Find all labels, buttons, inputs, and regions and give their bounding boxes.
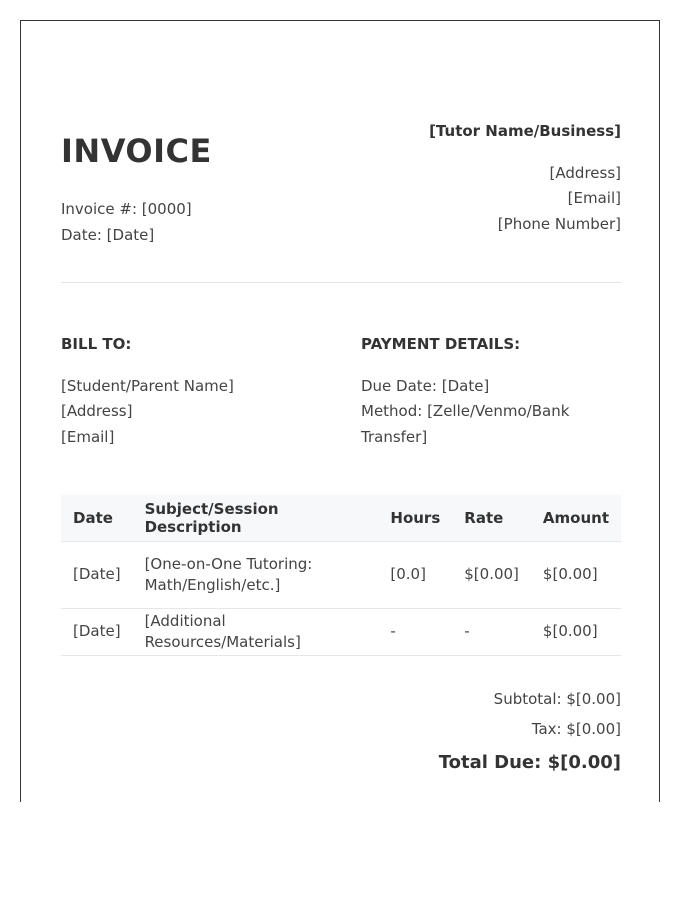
header-description: Subject/Session Description — [133, 495, 379, 541]
header-rate: Rate — [452, 495, 531, 541]
payment-due-date: Due Date: [Date] — [361, 377, 490, 395]
row-amount: $[0.00] — [531, 541, 621, 608]
table-row — [61, 541, 621, 608]
tutor-name: [Tutor Name/Business] — [429, 122, 621, 140]
invoice-title: INVOICE — [61, 132, 212, 170]
invoice-number: Invoice #: [0000] — [61, 200, 192, 218]
table-row — [61, 608, 621, 655]
total-due: Total Due: $[0.00] — [438, 752, 621, 773]
tutor-phone: [Phone Number] — [497, 215, 621, 233]
row-date: [Date] — [61, 541, 133, 608]
payment-heading: PAYMENT DETAILS: — [361, 335, 521, 353]
header-hours: Hours — [378, 495, 452, 541]
row-description-line: Math/English/etc.] — [144, 575, 281, 594]
tutor-email: [Email] — [567, 189, 621, 207]
payment-method-cont: Transfer] — [361, 428, 428, 446]
bill-to-name: [Student/Parent Name] — [61, 377, 234, 395]
bill-to-email: [Email] — [61, 428, 115, 446]
invoice-date: Date: [Date] — [61, 226, 155, 244]
payment-method: Method: [Zelle/Venmo/Bank — [361, 402, 570, 420]
row-description — [133, 541, 379, 608]
tutor-address: [Address] — [549, 164, 621, 182]
row-hours: - — [378, 608, 452, 655]
tax: Tax: $[0.00] — [531, 720, 621, 738]
row-rate: - — [452, 608, 531, 655]
bill-to-heading: BILL TO: — [61, 335, 132, 353]
row-rate: $[0.00] — [452, 541, 531, 608]
invoice-page — [20, 20, 660, 802]
table-header-row — [61, 495, 621, 541]
row-hours: [0.0] — [378, 541, 452, 608]
row-amount: $[0.00] — [531, 608, 621, 655]
header-amount: Amount — [531, 495, 621, 541]
header-divider — [61, 282, 621, 283]
bill-to-address: [Address] — [61, 402, 133, 420]
row-description: [Additional Resources/Materials] — [133, 608, 379, 655]
row-date: [Date] — [61, 608, 133, 655]
header-date: Date — [61, 495, 133, 541]
line-items-table — [61, 495, 621, 656]
row-description-line: [One-on-One Tutoring: — [144, 554, 313, 573]
subtotal: Subtotal: $[0.00] — [493, 690, 621, 708]
